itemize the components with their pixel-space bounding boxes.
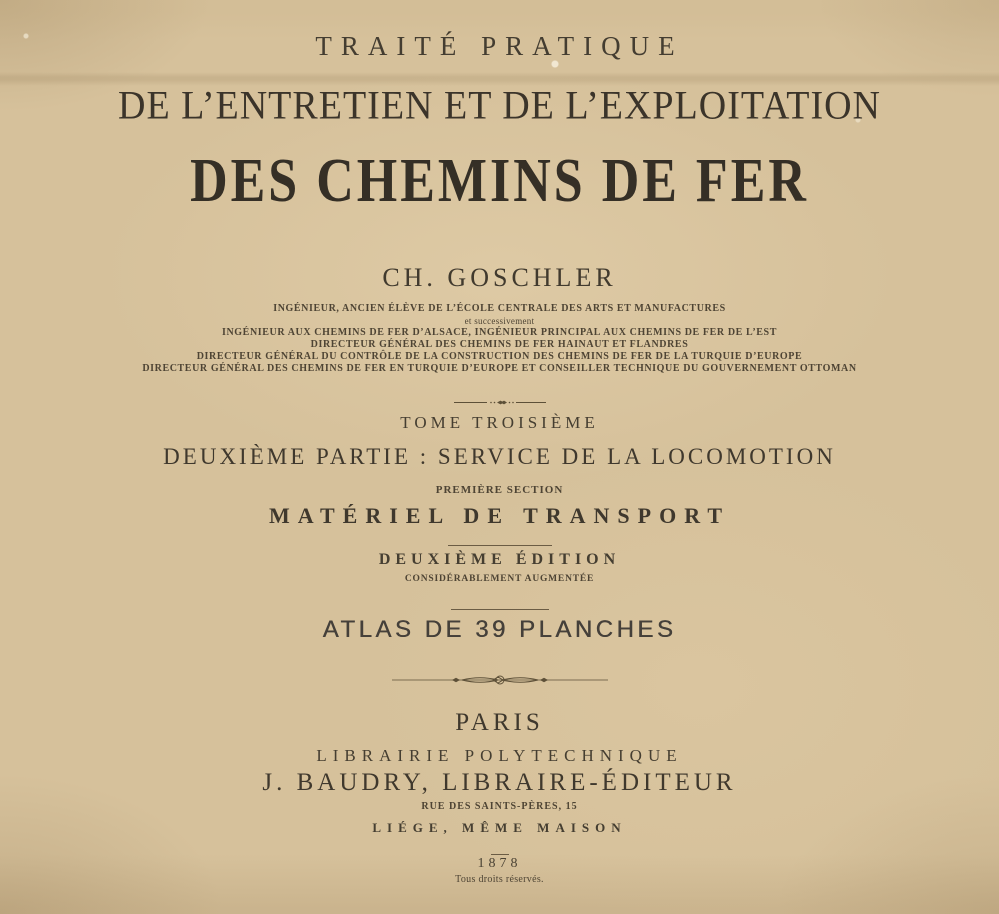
publication-year: 1878 [477,856,522,871]
title-line-2: DE L’ENTRETIEN ET DE L’EXPLOITATION [118,83,881,129]
author-credential-2: et successivement [464,316,535,326]
large-ornament-divider [0,671,999,689]
edition-subtitle: CONSIDÉRABLEMENT AUGMENTÉE [404,574,595,584]
rights-notice: Tous droits réservés. [455,874,544,885]
edition-label: DEUXIÈME ÉDITION [378,551,621,568]
part-title: DEUXIÈME PARTIE : SERVICE DE LA LOCOMOTION [163,444,836,469]
dash-icon [491,854,509,856]
small-ornament-divider [0,393,999,411]
ornament-rule-icon [454,398,546,407]
tome-label: TOME TROISIÈME [400,413,599,432]
author-credential-3: INGÉNIEUR AUX CHEMINS DE FER D’ALSACE, INGÉNIEUR PRINCIPAL AUX CHEMINS DE FER DE L’EST [221,327,777,338]
ornament-rule-icon [392,674,608,686]
publisher-editor: J. BAUDRY, LIBRAIRE-ÉDITEUR [262,769,737,796]
author-credential-6: DIRECTEUR GÉNÉRAL DES CHEMINS DE FER EN TURQUIE D’EUROPE ET CONSEILLER TECHNIQUE DU GOUVERNEMENT OTTOMAN [142,363,857,374]
title-line-3: DES CHEMINS DE FER [190,147,809,216]
publisher-address: RUE DES SAINTS-PÈRES, 15 [421,801,578,812]
section-label: PREMIÈRE SECTION [435,484,564,496]
author-name: CH. GOSCHLER [382,263,617,292]
author-credential-5: DIRECTEUR GÉNÉRAL DU CONTRÔLE DE LA CONSTRUCTION DES CHEMINS DE FER DE LA TURQUIE D’EUROPE [196,351,803,362]
rule-icon [451,609,549,610]
author-credential-4: DIRECTEUR GÉNÉRAL DES CHEMINS DE FER HAINAUT ET FLANDRES [310,339,689,350]
author-credential-1: INGÉNIEUR, ANCIEN ÉLÈVE DE L’ÉCOLE CENTRALE DES ARTS ET MANUFACTURES [273,303,726,314]
atlas-line: ATLAS DE 39 PLANCHES [322,616,677,643]
title-line-1: TRAITÉ PRATIQUE [315,31,684,61]
section-title: MATÉRIEL DE TRANSPORT [268,503,731,528]
publisher-name: LIBRAIRIE POLYTECHNIQUE [316,746,683,765]
rule-icon [448,545,552,546]
imprint-city: PARIS [455,709,544,736]
branch-office: LIÉGE, MÊME MAISON [372,820,627,835]
